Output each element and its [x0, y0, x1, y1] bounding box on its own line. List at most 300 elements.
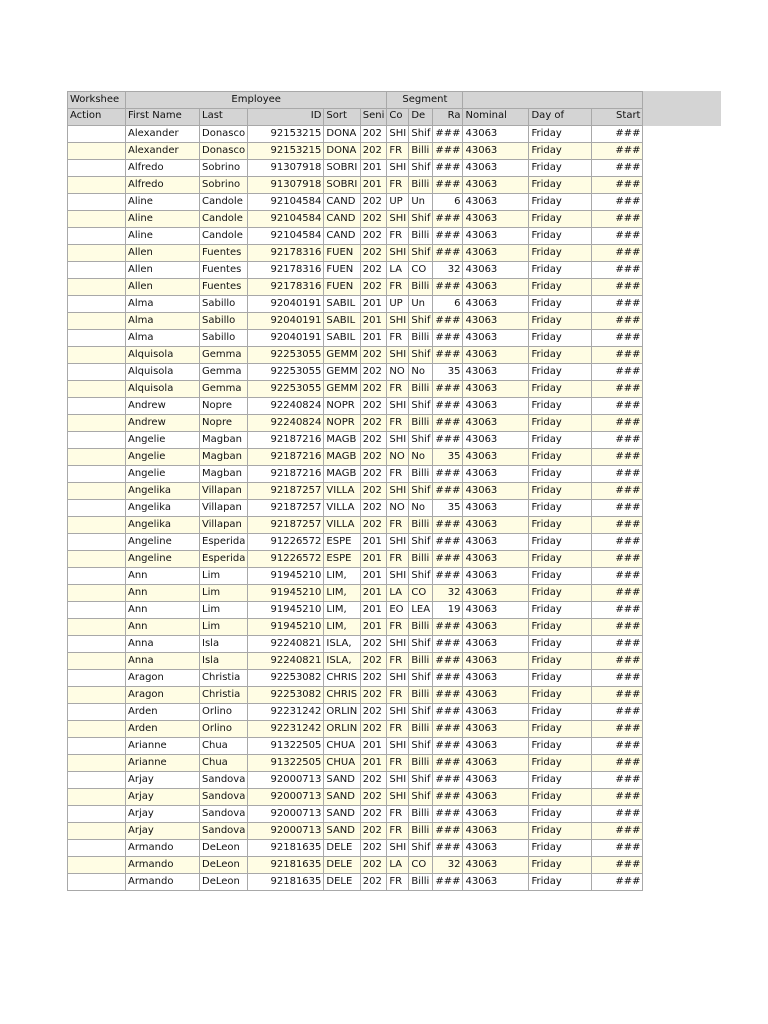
cell-action[interactable]	[68, 431, 126, 448]
cell-rank[interactable]: ###	[433, 329, 463, 346]
cell-sort-name[interactable]: NOPR	[324, 397, 360, 414]
cell-seniority[interactable]: 202	[360, 431, 387, 448]
cell-start[interactable]: ###	[592, 261, 643, 278]
cell-start[interactable]: ###	[592, 482, 643, 499]
cell-id[interactable]: 92240824	[248, 414, 324, 431]
cell-rank[interactable]: ###	[433, 550, 463, 567]
cell-last-name[interactable]: Candole	[200, 227, 248, 244]
cell-description[interactable]: Billi	[409, 822, 433, 839]
col-header-description[interactable]: De	[409, 109, 433, 126]
cell-day-of-week[interactable]: Friday	[529, 380, 592, 397]
cell-id[interactable]: 92187257	[248, 482, 324, 499]
cell-nominal-date[interactable]: 43063	[463, 618, 529, 635]
cell-first-name[interactable]: Alma	[126, 295, 200, 312]
cell-description[interactable]: Billi	[409, 550, 433, 567]
cell-code[interactable]: SHI	[387, 533, 409, 550]
cell-id[interactable]: 92104584	[248, 210, 324, 227]
cell-rank[interactable]: 32	[433, 584, 463, 601]
cell-action[interactable]	[68, 295, 126, 312]
cell-seniority[interactable]: 202	[360, 703, 387, 720]
cell-id[interactable]: 91307918	[248, 176, 324, 193]
cell-last-name[interactable]: Lim	[200, 618, 248, 635]
cell-sort-name[interactable]: SOBRI	[324, 159, 360, 176]
cell-rank[interactable]: 6	[433, 193, 463, 210]
cell-id[interactable]: 92178316	[248, 278, 324, 295]
cell-nominal-date[interactable]: 43063	[463, 805, 529, 822]
cell-code[interactable]: FR	[387, 414, 409, 431]
cell-seniority[interactable]: 202	[360, 244, 387, 261]
cell-last-name[interactable]: Nopre	[200, 397, 248, 414]
cell-description[interactable]: Shif	[409, 788, 433, 805]
cell-rank[interactable]: ###	[433, 669, 463, 686]
cell-rank[interactable]: ###	[433, 312, 463, 329]
cell-last-name[interactable]: Isla	[200, 652, 248, 669]
cell-rank[interactable]: ###	[433, 873, 463, 890]
cell-id[interactable]: 92187216	[248, 431, 324, 448]
cell-rank[interactable]: ###	[433, 431, 463, 448]
cell-action[interactable]	[68, 329, 126, 346]
cell-nominal-date[interactable]: 43063	[463, 448, 529, 465]
cell-rank[interactable]: 35	[433, 499, 463, 516]
cell-day-of-week[interactable]: Friday	[529, 635, 592, 652]
cell-day-of-week[interactable]: Friday	[529, 499, 592, 516]
cell-description[interactable]: Billi	[409, 754, 433, 771]
cell-day-of-week[interactable]: Friday	[529, 788, 592, 805]
cell-action[interactable]	[68, 312, 126, 329]
cell-day-of-week[interactable]: Friday	[529, 159, 592, 176]
cell-action[interactable]	[68, 176, 126, 193]
cell-first-name[interactable]: Alquisola	[126, 380, 200, 397]
cell-first-name[interactable]: Armando	[126, 856, 200, 873]
cell-description[interactable]: CO	[409, 584, 433, 601]
cell-last-name[interactable]: Sandova	[200, 771, 248, 788]
cell-seniority[interactable]: 202	[360, 669, 387, 686]
cell-seniority[interactable]: 202	[360, 652, 387, 669]
cell-start[interactable]: ###	[592, 142, 643, 159]
cell-seniority[interactable]: 202	[360, 873, 387, 890]
cell-nominal-date[interactable]: 43063	[463, 533, 529, 550]
cell-description[interactable]: Billi	[409, 618, 433, 635]
cell-nominal-date[interactable]: 43063	[463, 363, 529, 380]
cell-last-name[interactable]: Christia	[200, 669, 248, 686]
cell-code[interactable]: SHI	[387, 312, 409, 329]
cell-description[interactable]: Shif	[409, 771, 433, 788]
cell-action[interactable]	[68, 703, 126, 720]
cell-last-name[interactable]: Candole	[200, 193, 248, 210]
cell-last-name[interactable]: Fuentes	[200, 261, 248, 278]
cell-rank[interactable]: 32	[433, 856, 463, 873]
cell-first-name[interactable]: Angelika	[126, 482, 200, 499]
cell-code[interactable]: NO	[387, 363, 409, 380]
cell-action[interactable]	[68, 720, 126, 737]
cell-action[interactable]	[68, 499, 126, 516]
cell-start[interactable]: ###	[592, 295, 643, 312]
cell-code[interactable]: EO	[387, 601, 409, 618]
cell-start[interactable]: ###	[592, 856, 643, 873]
cell-last-name[interactable]: Magban	[200, 448, 248, 465]
cell-action[interactable]	[68, 414, 126, 431]
cell-start[interactable]: ###	[592, 414, 643, 431]
cell-action[interactable]	[68, 278, 126, 295]
cell-nominal-date[interactable]: 43063	[463, 754, 529, 771]
cell-rank[interactable]: ###	[433, 635, 463, 652]
cell-code[interactable]: FR	[387, 652, 409, 669]
cell-start[interactable]: ###	[592, 176, 643, 193]
cell-rank[interactable]: ###	[433, 686, 463, 703]
cell-id[interactable]: 92000713	[248, 788, 324, 805]
cell-description[interactable]: Billi	[409, 380, 433, 397]
cell-id[interactable]: 92000713	[248, 805, 324, 822]
cell-id[interactable]: 92231242	[248, 720, 324, 737]
cell-seniority[interactable]: 202	[360, 125, 387, 142]
cell-start[interactable]: ###	[592, 873, 643, 890]
cell-code[interactable]: UP	[387, 193, 409, 210]
cell-first-name[interactable]: Arden	[126, 720, 200, 737]
cell-description[interactable]: Shif	[409, 346, 433, 363]
cell-code[interactable]: FR	[387, 176, 409, 193]
cell-nominal-date[interactable]: 43063	[463, 652, 529, 669]
cell-code[interactable]: NO	[387, 499, 409, 516]
col-header-code[interactable]: Co	[387, 109, 409, 126]
cell-id[interactable]: 92231242	[248, 703, 324, 720]
cell-code[interactable]: SHI	[387, 210, 409, 227]
cell-id[interactable]: 92040191	[248, 312, 324, 329]
cell-day-of-week[interactable]: Friday	[529, 754, 592, 771]
cell-action[interactable]	[68, 363, 126, 380]
cell-first-name[interactable]: Angelie	[126, 465, 200, 482]
cell-code[interactable]: FR	[387, 686, 409, 703]
cell-day-of-week[interactable]: Friday	[529, 482, 592, 499]
cell-first-name[interactable]: Aline	[126, 193, 200, 210]
cell-action[interactable]	[68, 788, 126, 805]
cell-action[interactable]	[68, 125, 126, 142]
cell-action[interactable]	[68, 669, 126, 686]
cell-first-name[interactable]: Arjay	[126, 771, 200, 788]
cell-day-of-week[interactable]: Friday	[529, 244, 592, 261]
cell-day-of-week[interactable]: Friday	[529, 873, 592, 890]
cell-first-name[interactable]: Arianne	[126, 737, 200, 754]
cell-first-name[interactable]: Anna	[126, 635, 200, 652]
cell-last-name[interactable]: Sabillo	[200, 329, 248, 346]
cell-first-name[interactable]: Arden	[126, 703, 200, 720]
cell-seniority[interactable]: 201	[360, 533, 387, 550]
cell-last-name[interactable]: Sabillo	[200, 312, 248, 329]
cell-start[interactable]: ###	[592, 499, 643, 516]
cell-seniority[interactable]: 202	[360, 227, 387, 244]
cell-day-of-week[interactable]: Friday	[529, 703, 592, 720]
cell-code[interactable]: FR	[387, 465, 409, 482]
cell-sort-name[interactable]: ESPE	[324, 550, 360, 567]
cell-rank[interactable]: 35	[433, 448, 463, 465]
cell-nominal-date[interactable]: 43063	[463, 414, 529, 431]
cell-last-name[interactable]: Magban	[200, 465, 248, 482]
cell-id[interactable]: 91322505	[248, 737, 324, 754]
cell-rank[interactable]: ###	[433, 516, 463, 533]
cell-nominal-date[interactable]: 43063	[463, 839, 529, 856]
cell-start[interactable]: ###	[592, 771, 643, 788]
cell-sort-name[interactable]: SABIL	[324, 329, 360, 346]
cell-sort-name[interactable]: FUEN	[324, 244, 360, 261]
cell-code[interactable]: SHI	[387, 737, 409, 754]
cell-seniority[interactable]: 201	[360, 550, 387, 567]
cell-action[interactable]	[68, 448, 126, 465]
cell-sort-name[interactable]: ORLIN	[324, 720, 360, 737]
cell-first-name[interactable]: Angeline	[126, 533, 200, 550]
cell-nominal-date[interactable]: 43063	[463, 397, 529, 414]
cell-start[interactable]: ###	[592, 516, 643, 533]
cell-sort-name[interactable]: DONA	[324, 125, 360, 142]
cell-sort-name[interactable]: NOPR	[324, 414, 360, 431]
cell-last-name[interactable]: Sabillo	[200, 295, 248, 312]
cell-action[interactable]	[68, 584, 126, 601]
cell-last-name[interactable]: Orlino	[200, 720, 248, 737]
cell-code[interactable]: FR	[387, 380, 409, 397]
cell-day-of-week[interactable]: Friday	[529, 669, 592, 686]
cell-sort-name[interactable]: GEMM	[324, 346, 360, 363]
cell-id[interactable]: 92040191	[248, 329, 324, 346]
cell-start[interactable]: ###	[592, 652, 643, 669]
cell-start[interactable]: ###	[592, 380, 643, 397]
cell-day-of-week[interactable]: Friday	[529, 397, 592, 414]
cell-first-name[interactable]: Anna	[126, 652, 200, 669]
cell-code[interactable]: LA	[387, 261, 409, 278]
cell-first-name[interactable]: Arjay	[126, 822, 200, 839]
cell-action[interactable]	[68, 839, 126, 856]
cell-start[interactable]: ###	[592, 635, 643, 652]
cell-nominal-date[interactable]: 43063	[463, 516, 529, 533]
cell-rank[interactable]: ###	[433, 771, 463, 788]
cell-nominal-date[interactable]: 43063	[463, 686, 529, 703]
cell-seniority[interactable]: 202	[360, 363, 387, 380]
cell-description[interactable]: Shif	[409, 703, 433, 720]
cell-last-name[interactable]: Lim	[200, 584, 248, 601]
cell-last-name[interactable]: Sobrino	[200, 159, 248, 176]
cell-last-name[interactable]: Lim	[200, 567, 248, 584]
cell-code[interactable]: SHI	[387, 431, 409, 448]
cell-sort-name[interactable]: SABIL	[324, 295, 360, 312]
cell-code[interactable]: FR	[387, 805, 409, 822]
cell-seniority[interactable]: 202	[360, 210, 387, 227]
cell-rank[interactable]: ###	[433, 465, 463, 482]
cell-day-of-week[interactable]: Friday	[529, 805, 592, 822]
cell-action[interactable]	[68, 244, 126, 261]
cell-code[interactable]: SHI	[387, 839, 409, 856]
cell-nominal-date[interactable]: 43063	[463, 125, 529, 142]
cell-last-name[interactable]: Villapan	[200, 499, 248, 516]
col-header-first-name[interactable]: First Name	[126, 109, 200, 126]
cell-first-name[interactable]: Arjay	[126, 788, 200, 805]
cell-first-name[interactable]: Alfredo	[126, 159, 200, 176]
cell-rank[interactable]: ###	[433, 125, 463, 142]
cell-id[interactable]: 92153215	[248, 125, 324, 142]
cell-seniority[interactable]: 202	[360, 414, 387, 431]
cell-description[interactable]: No	[409, 363, 433, 380]
cell-sort-name[interactable]: ISLA,	[324, 635, 360, 652]
cell-seniority[interactable]: 201	[360, 567, 387, 584]
cell-day-of-week[interactable]: Friday	[529, 278, 592, 295]
cell-sort-name[interactable]: FUEN	[324, 278, 360, 295]
cell-action[interactable]	[68, 686, 126, 703]
cell-day-of-week[interactable]: Friday	[529, 329, 592, 346]
cell-day-of-week[interactable]: Friday	[529, 125, 592, 142]
cell-code[interactable]: FR	[387, 754, 409, 771]
cell-day-of-week[interactable]: Friday	[529, 839, 592, 856]
cell-first-name[interactable]: Aline	[126, 210, 200, 227]
cell-start[interactable]: ###	[592, 227, 643, 244]
cell-rank[interactable]: ###	[433, 788, 463, 805]
cell-nominal-date[interactable]: 43063	[463, 227, 529, 244]
cell-code[interactable]: SHI	[387, 397, 409, 414]
cell-action[interactable]	[68, 261, 126, 278]
cell-description[interactable]: No	[409, 499, 433, 516]
cell-sort-name[interactable]: CAND	[324, 227, 360, 244]
cell-start[interactable]: ###	[592, 754, 643, 771]
cell-seniority[interactable]: 202	[360, 856, 387, 873]
cell-nominal-date[interactable]: 43063	[463, 210, 529, 227]
cell-first-name[interactable]: Alquisola	[126, 346, 200, 363]
cell-first-name[interactable]: Andrew	[126, 414, 200, 431]
cell-sort-name[interactable]: ESPE	[324, 533, 360, 550]
cell-first-name[interactable]: Alexander	[126, 142, 200, 159]
cell-nominal-date[interactable]: 43063	[463, 193, 529, 210]
cell-code[interactable]: SHI	[387, 771, 409, 788]
cell-description[interactable]: Shif	[409, 312, 433, 329]
col-header-nominal-date[interactable]: Nominal	[463, 109, 529, 126]
cell-seniority[interactable]: 201	[360, 618, 387, 635]
cell-day-of-week[interactable]: Friday	[529, 431, 592, 448]
cell-nominal-date[interactable]: 43063	[463, 550, 529, 567]
cell-last-name[interactable]: Donasco	[200, 142, 248, 159]
cell-last-name[interactable]: Gemma	[200, 380, 248, 397]
cell-rank[interactable]: ###	[433, 227, 463, 244]
cell-start[interactable]: ###	[592, 125, 643, 142]
cell-sort-name[interactable]: ISLA,	[324, 652, 360, 669]
cell-last-name[interactable]: Lim	[200, 601, 248, 618]
cell-action[interactable]	[68, 227, 126, 244]
cell-description[interactable]: Billi	[409, 652, 433, 669]
cell-code[interactable]: FR	[387, 720, 409, 737]
cell-code[interactable]: SHI	[387, 346, 409, 363]
cell-seniority[interactable]: 201	[360, 176, 387, 193]
cell-day-of-week[interactable]: Friday	[529, 176, 592, 193]
cell-day-of-week[interactable]: Friday	[529, 465, 592, 482]
cell-start[interactable]: ###	[592, 210, 643, 227]
cell-seniority[interactable]: 202	[360, 516, 387, 533]
cell-description[interactable]: Billi	[409, 516, 433, 533]
cell-seniority[interactable]: 201	[360, 159, 387, 176]
cell-start[interactable]: ###	[592, 822, 643, 839]
cell-day-of-week[interactable]: Friday	[529, 618, 592, 635]
cell-day-of-week[interactable]: Friday	[529, 533, 592, 550]
cell-last-name[interactable]: Magban	[200, 431, 248, 448]
cell-sort-name[interactable]: SAND	[324, 771, 360, 788]
cell-nominal-date[interactable]: 43063	[463, 720, 529, 737]
cell-seniority[interactable]: 201	[360, 601, 387, 618]
cell-sort-name[interactable]: LIM,	[324, 584, 360, 601]
cell-first-name[interactable]: Aragon	[126, 686, 200, 703]
cell-sort-name[interactable]: CHRIS	[324, 686, 360, 703]
cell-day-of-week[interactable]: Friday	[529, 720, 592, 737]
cell-last-name[interactable]: Christia	[200, 686, 248, 703]
cell-rank[interactable]: ###	[433, 720, 463, 737]
cell-seniority[interactable]: 202	[360, 278, 387, 295]
cell-last-name[interactable]: Nopre	[200, 414, 248, 431]
cell-id[interactable]: 92253082	[248, 669, 324, 686]
cell-sort-name[interactable]: DELE	[324, 856, 360, 873]
cell-nominal-date[interactable]: 43063	[463, 312, 529, 329]
cell-rank[interactable]: ###	[433, 159, 463, 176]
cell-nominal-date[interactable]: 43063	[463, 635, 529, 652]
cell-sort-name[interactable]: FUEN	[324, 261, 360, 278]
cell-nominal-date[interactable]: 43063	[463, 142, 529, 159]
cell-seniority[interactable]: 202	[360, 771, 387, 788]
cell-code[interactable]: FR	[387, 550, 409, 567]
cell-sort-name[interactable]: GEMM	[324, 363, 360, 380]
cell-first-name[interactable]: Arianne	[126, 754, 200, 771]
cell-id[interactable]: 92240824	[248, 397, 324, 414]
cell-sort-name[interactable]: GEMM	[324, 380, 360, 397]
cell-rank[interactable]: 6	[433, 295, 463, 312]
cell-id[interactable]: 92240821	[248, 652, 324, 669]
cell-nominal-date[interactable]: 43063	[463, 788, 529, 805]
cell-description[interactable]: Shif	[409, 839, 433, 856]
cell-id[interactable]: 91945210	[248, 618, 324, 635]
cell-seniority[interactable]: 201	[360, 312, 387, 329]
cell-sort-name[interactable]: LIM,	[324, 567, 360, 584]
cell-nominal-date[interactable]: 43063	[463, 244, 529, 261]
cell-seniority[interactable]: 201	[360, 737, 387, 754]
cell-id[interactable]: 92187216	[248, 448, 324, 465]
cell-description[interactable]: Billi	[409, 176, 433, 193]
cell-description[interactable]: Shif	[409, 737, 433, 754]
cell-action[interactable]	[68, 142, 126, 159]
cell-seniority[interactable]: 201	[360, 584, 387, 601]
cell-code[interactable]: SHI	[387, 482, 409, 499]
cell-last-name[interactable]: Orlino	[200, 703, 248, 720]
cell-first-name[interactable]: Angelie	[126, 431, 200, 448]
cell-start[interactable]: ###	[592, 669, 643, 686]
cell-nominal-date[interactable]: 43063	[463, 499, 529, 516]
cell-rank[interactable]: ###	[433, 278, 463, 295]
cell-code[interactable]: FR	[387, 822, 409, 839]
cell-action[interactable]	[68, 533, 126, 550]
cell-nominal-date[interactable]: 43063	[463, 856, 529, 873]
cell-description[interactable]: No	[409, 448, 433, 465]
cell-first-name[interactable]: Allen	[126, 244, 200, 261]
cell-action[interactable]	[68, 346, 126, 363]
cell-rank[interactable]: ###	[433, 652, 463, 669]
cell-code[interactable]: FR	[387, 618, 409, 635]
cell-start[interactable]: ###	[592, 788, 643, 805]
cell-action[interactable]	[68, 193, 126, 210]
cell-description[interactable]: Shif	[409, 669, 433, 686]
cell-last-name[interactable]: Esperida	[200, 533, 248, 550]
cell-rank[interactable]: ###	[433, 805, 463, 822]
cell-description[interactable]: Billi	[409, 329, 433, 346]
cell-rank[interactable]: ###	[433, 618, 463, 635]
cell-sort-name[interactable]: SOBRI	[324, 176, 360, 193]
cell-description[interactable]: Billi	[409, 873, 433, 890]
cell-description[interactable]: Billi	[409, 686, 433, 703]
cell-last-name[interactable]: DeLeon	[200, 873, 248, 890]
col-header-day-of-week[interactable]: Day of	[529, 109, 592, 126]
cell-action[interactable]	[68, 210, 126, 227]
cell-day-of-week[interactable]: Friday	[529, 210, 592, 227]
cell-last-name[interactable]: Fuentes	[200, 244, 248, 261]
cell-seniority[interactable]: 201	[360, 329, 387, 346]
cell-description[interactable]: Billi	[409, 278, 433, 295]
col-header-id[interactable]: ID	[248, 109, 324, 126]
